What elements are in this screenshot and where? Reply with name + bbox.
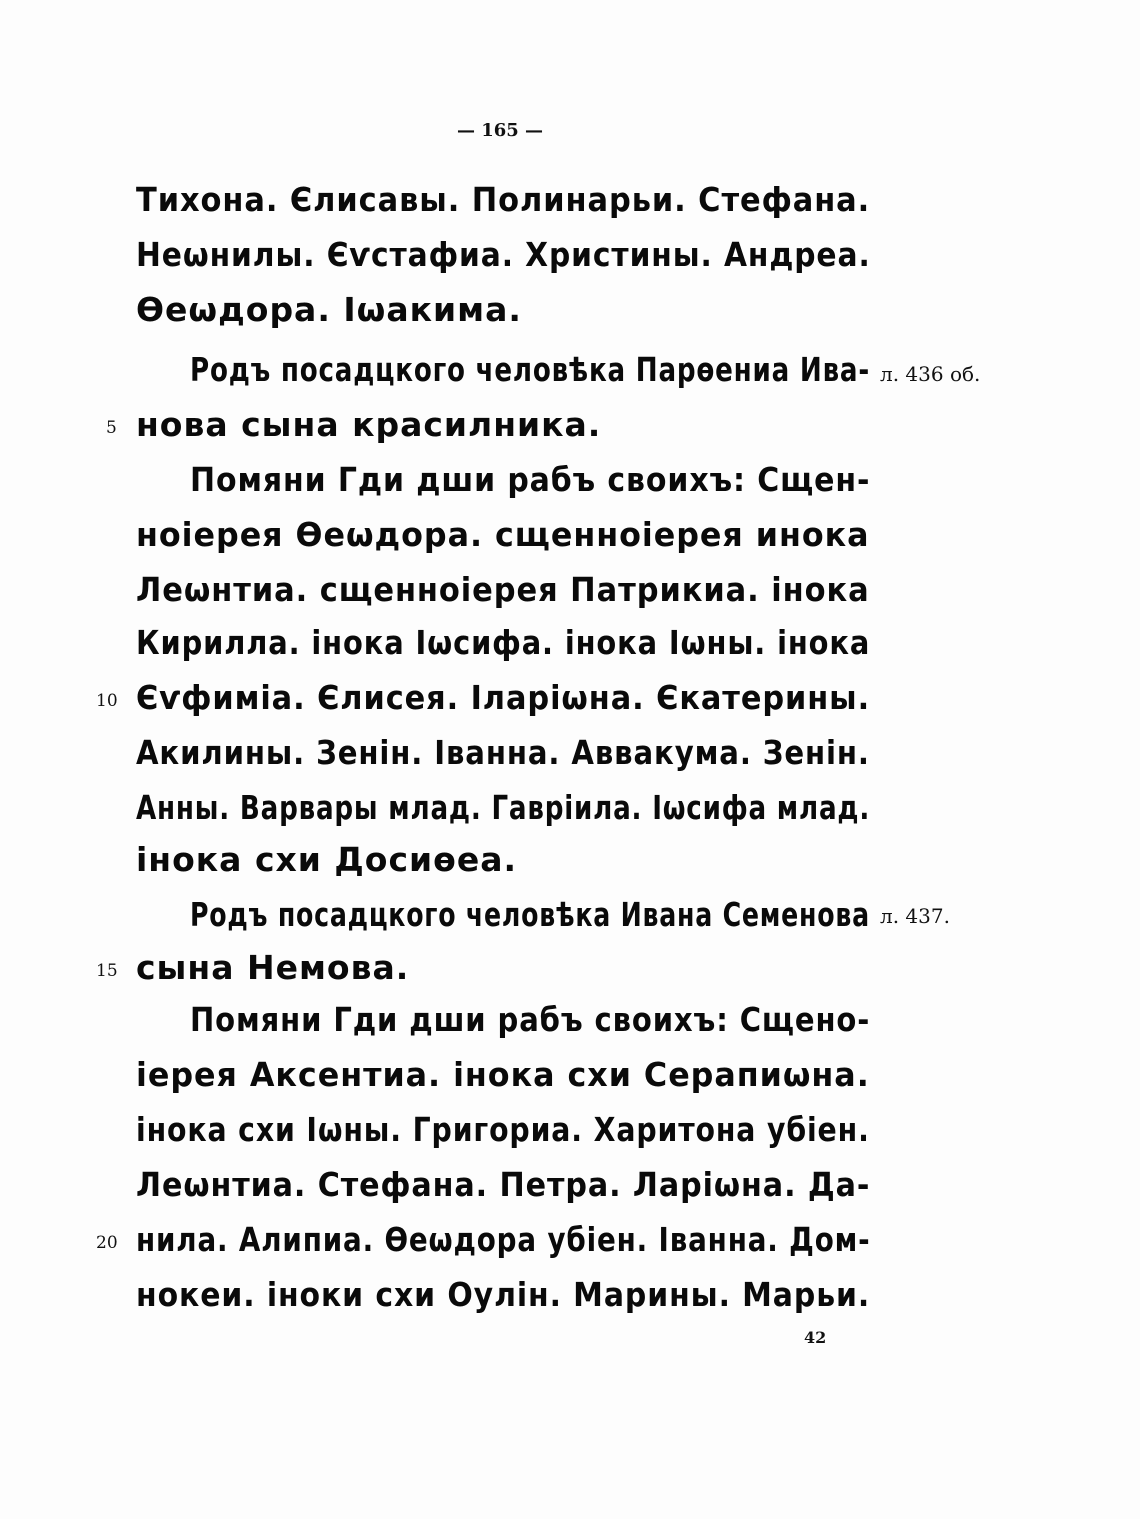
text-line-1: Тихона. Єлисавы. Полинарьи. Стефана. bbox=[136, 180, 871, 219]
text-line-9: Кирилла. інока Іѡсифа. інока Іѡны. інока bbox=[136, 623, 871, 662]
text-line-5: нова сына красилника. bbox=[136, 405, 602, 444]
margin-note-folio-436: л. 436 об. bbox=[880, 362, 981, 386]
text-line-13: інока схи Досиѳеа. bbox=[136, 840, 517, 879]
signature-mark: 42 bbox=[804, 1328, 827, 1347]
text-line-20: нила. Алипиа. Ѳеѡдора убіен. Іванна. Дом- bbox=[136, 1220, 871, 1259]
text-line-21: нокеи. іноки схи Оулін. Марины. Марьи. bbox=[136, 1275, 871, 1314]
text-line-18: інока схи Іѡны. Григориа. Харитона убіен. bbox=[136, 1110, 870, 1149]
page-number-header: — 165 — bbox=[456, 120, 544, 141]
text-line-12: Анны. Варвары млад. Гавріила. Іѡсифа млад. bbox=[136, 788, 871, 827]
line-number-10: 10 bbox=[96, 691, 118, 711]
text-line-6: Помяни Гди дши рабъ своихъ: Сщен- bbox=[190, 460, 871, 499]
line-number-20: 20 bbox=[96, 1233, 118, 1253]
margin-note-folio-437: л. 437. bbox=[880, 904, 950, 928]
text-line-7: ноіерея Ѳеѡдора. сщенноіерея инока bbox=[136, 515, 870, 554]
text-line-2: Неѡнилы. Єѵстафиа. Христины. Андреа. bbox=[136, 235, 871, 274]
text-line-4: Родъ посадцкого человѣка Парѳениа Ива- bbox=[190, 350, 871, 389]
text-line-8: Леѡнтиа. сщенноіерея Патрикиа. інока bbox=[136, 570, 870, 609]
line-number-5: 5 bbox=[106, 418, 117, 438]
text-line-10: Єѵфиміа. Єлисея. Іларіѡна. Єкатерины. bbox=[136, 678, 871, 717]
text-line-16: Помяни Гди дши рабъ своихъ: Сщено- bbox=[190, 1000, 871, 1039]
line-number-15: 15 bbox=[96, 961, 118, 981]
text-line-11: Акилины. Зенін. Іванна. Аввакума. Зенін. bbox=[136, 733, 870, 772]
text-line-17: іерея Аксентиа. інока схи Серапиѡна. bbox=[136, 1055, 870, 1094]
text-line-15: сына Немова. bbox=[136, 948, 410, 987]
text-line-19: Леѡнтиа. Стефана. Петра. Ларіѡна. Да- bbox=[136, 1165, 871, 1204]
text-line-14: Родъ посадцкого человѣка Ивана Семенова bbox=[190, 895, 870, 934]
text-line-3: Ѳеѡдора. Іѡакима. bbox=[136, 290, 522, 329]
